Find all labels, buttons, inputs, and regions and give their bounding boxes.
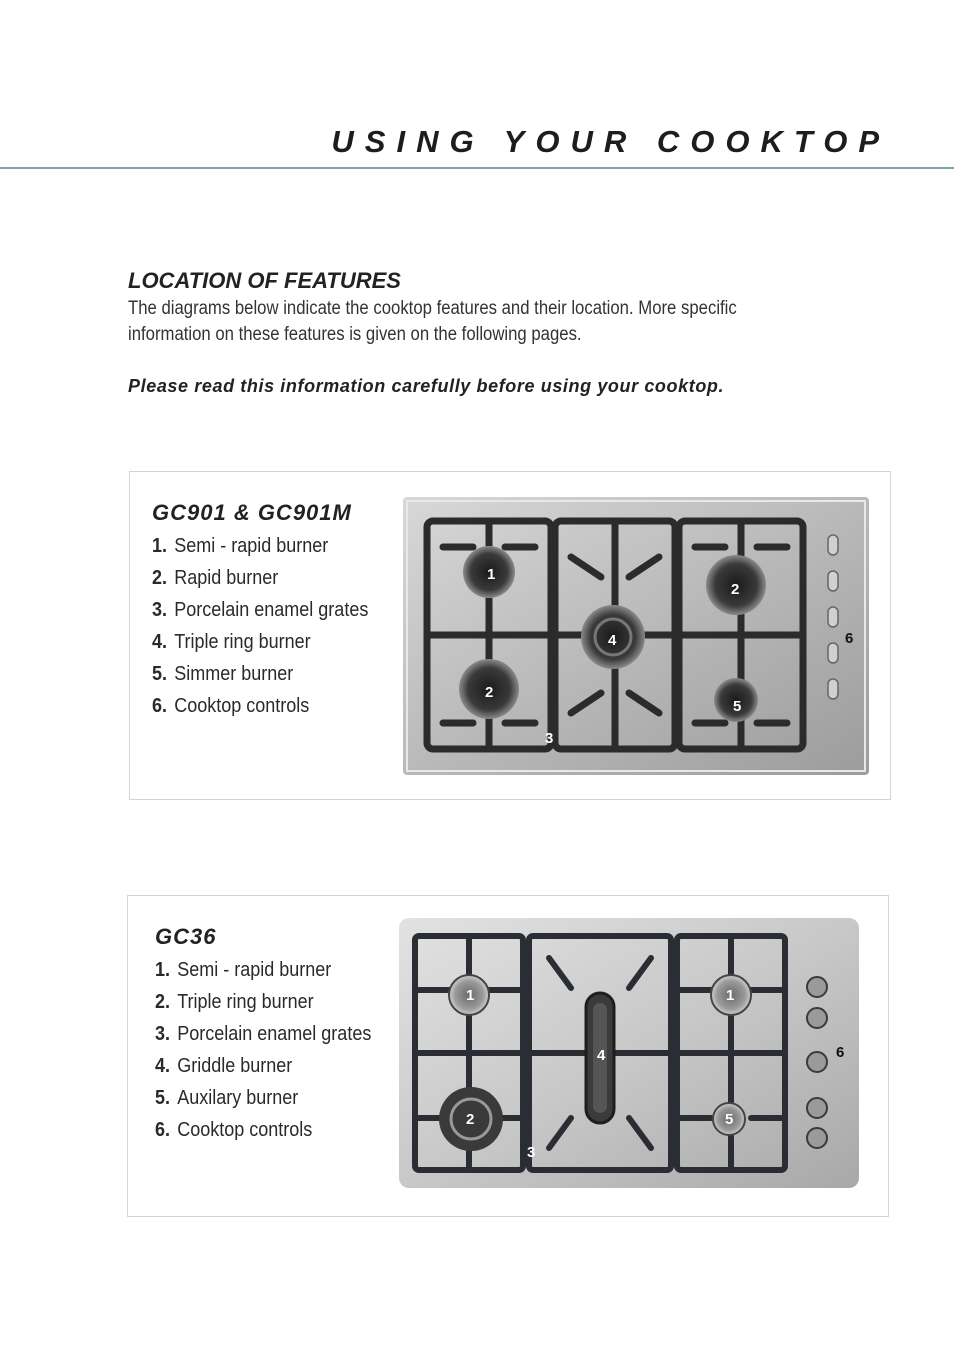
callout-label: 1 <box>487 566 496 583</box>
feature-item <box>152 626 368 658</box>
feature-list <box>152 530 392 722</box>
feature-number: 1. <box>152 535 168 557</box>
callout-label: 4 <box>597 1047 606 1064</box>
control-knob <box>807 1052 827 1072</box>
feature-number: 4. <box>155 1055 171 1077</box>
feature-number: 6. <box>152 695 168 717</box>
cooktop-photo-gc36 <box>399 918 859 1188</box>
feature-number: 2. <box>152 567 168 589</box>
callout-label: 3 <box>545 730 554 747</box>
control-knob <box>807 1098 827 1118</box>
section-heading: LOCATION OF FEATURES <box>128 268 401 293</box>
feature-item <box>155 954 371 986</box>
feature-number: 2. <box>155 991 171 1013</box>
title-rule <box>0 167 954 169</box>
control-knob <box>807 1008 827 1028</box>
feature-label: Rapid burner <box>174 567 279 589</box>
feature-item <box>152 658 368 690</box>
callout-label: 5 <box>733 698 742 715</box>
callout-label: 1 <box>466 987 475 1004</box>
feature-number: 5. <box>152 663 168 685</box>
feature-label: Triple ring burner <box>177 991 314 1013</box>
model-panel-gc36 <box>127 895 889 1217</box>
safety-notice: Please read this information carefully before using your cooktop. <box>128 376 725 396</box>
feature-item <box>155 1114 371 1146</box>
feature-item <box>155 1018 371 1050</box>
feature-item <box>152 562 368 594</box>
feature-label: Cooktop controls <box>174 695 310 717</box>
callout-label: 2 <box>466 1111 475 1128</box>
control-knob <box>828 679 838 699</box>
feature-number: 5. <box>155 1087 171 1109</box>
cooktop-diagram <box>403 497 869 775</box>
feature-label: Porcelain enamel grates <box>174 599 369 621</box>
feature-label: Semi - rapid burner <box>177 959 332 981</box>
page-title: USING YOUR COOKTOP <box>331 124 890 159</box>
feature-number: 4. <box>152 631 168 653</box>
model-title: GC901 & GC901M <box>152 500 352 525</box>
model-panel-gc901 <box>129 471 891 800</box>
feature-label: Griddle burner <box>177 1055 293 1077</box>
control-knob <box>828 571 838 591</box>
feature-number: 1. <box>155 959 171 981</box>
callout-label: 6 <box>845 630 854 647</box>
callout-label: 2 <box>731 581 740 598</box>
cooktop-diagram <box>399 918 859 1188</box>
cooktop-photo-gc901 <box>403 497 869 775</box>
callout-label: 2 <box>485 684 494 701</box>
feature-item <box>155 1050 371 1082</box>
feature-label: Cooktop controls <box>177 1119 313 1141</box>
feature-item <box>152 530 368 562</box>
feature-label: Porcelain enamel grates <box>177 1023 372 1045</box>
feature-item <box>155 1082 371 1114</box>
feature-number: 6. <box>155 1119 171 1141</box>
feature-number: 3. <box>155 1023 171 1045</box>
feature-label: Simmer burner <box>174 663 294 685</box>
control-knob <box>828 535 838 555</box>
callout-label: 4 <box>608 632 617 649</box>
feature-item <box>155 986 371 1018</box>
control-knob <box>828 607 838 627</box>
feature-item <box>152 690 368 722</box>
feature-number: 3. <box>152 599 168 621</box>
feature-label: Auxilary burner <box>177 1087 299 1109</box>
intro-paragraph: The diagrams below indicate the cooktop features and their location. More specific information on these features is given on the following pages. <box>128 298 737 345</box>
callout-label: 5 <box>725 1111 734 1128</box>
callout-label: 1 <box>726 987 735 1004</box>
callout-label: 3 <box>527 1144 536 1161</box>
model-title: GC36 <box>155 924 217 949</box>
control-knob <box>828 643 838 663</box>
control-knob <box>807 1128 827 1148</box>
callout-label: 6 <box>836 1044 845 1061</box>
control-knob <box>807 977 827 997</box>
feature-item <box>152 594 368 626</box>
feature-label: Semi - rapid burner <box>174 535 329 557</box>
feature-list <box>155 954 395 1146</box>
feature-label: Triple ring burner <box>174 631 311 653</box>
